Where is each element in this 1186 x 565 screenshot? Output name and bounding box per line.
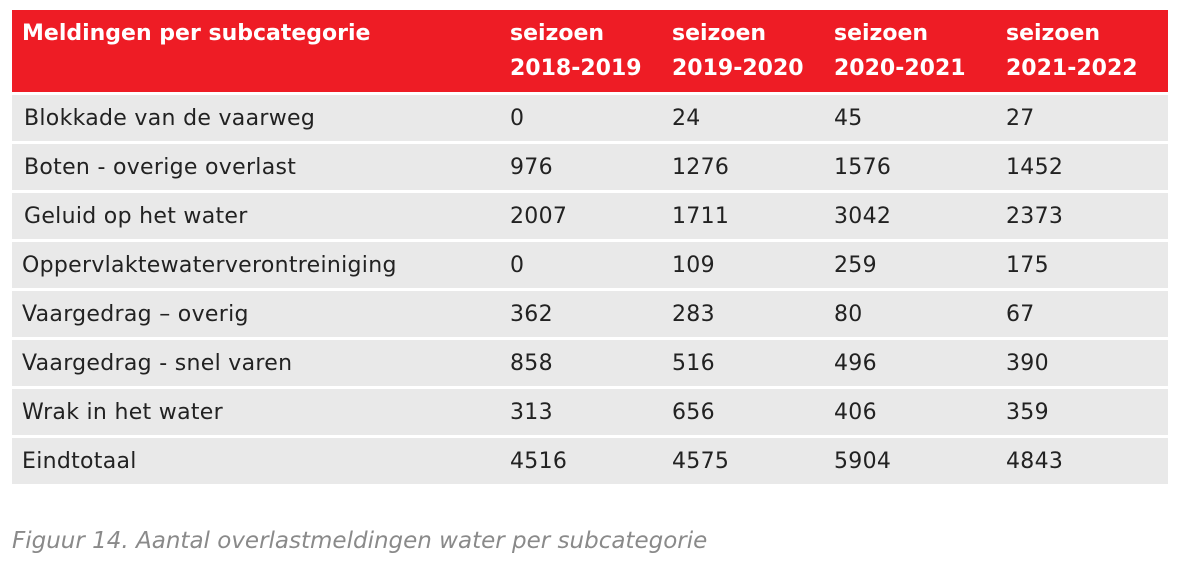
table-row <box>12 143 1168 192</box>
table-row <box>12 339 1168 388</box>
header-season-2-line1: seizoen <box>672 21 767 46</box>
table-row <box>12 94 1168 143</box>
header-season-4 <box>996 10 1168 94</box>
header-season-1 <box>500 10 662 94</box>
row-label: Blokkade van de vaarweg <box>12 94 500 143</box>
header-season-2-line2: 2019-2020 <box>672 56 804 81</box>
table-row <box>12 290 1168 339</box>
row-label: Eindtotaal <box>12 437 500 485</box>
header-season-3-line1: seizoen <box>834 21 929 46</box>
row-value: 516 <box>662 339 824 388</box>
subcategory-table <box>12 10 1168 484</box>
row-value: 4516 <box>500 437 662 485</box>
row-value: 175 <box>996 241 1168 290</box>
table-body <box>12 94 1168 485</box>
row-value: 362 <box>500 290 662 339</box>
row-value: 4575 <box>662 437 824 485</box>
figure-caption: Figuur 14. Aantal overlastmeldingen water per subcategorie <box>12 528 708 554</box>
row-value: 259 <box>824 241 996 290</box>
row-value: 1276 <box>662 143 824 192</box>
table-row <box>12 388 1168 437</box>
row-value: 2007 <box>500 192 662 241</box>
row-value: 24 <box>662 94 824 143</box>
row-value: 283 <box>662 290 824 339</box>
header-category <box>12 10 500 94</box>
row-value: 5904 <box>824 437 996 485</box>
row-value: 0 <box>500 241 662 290</box>
row-value: 406 <box>824 388 996 437</box>
row-value: 109 <box>662 241 824 290</box>
row-value: 45 <box>824 94 996 143</box>
row-value: 80 <box>824 290 996 339</box>
table-header <box>12 10 1168 94</box>
header-season-4-line2: 2021-2022 <box>1006 56 1138 81</box>
header-category-label: Meldingen per subcategorie <box>22 21 371 46</box>
table-row <box>12 241 1168 290</box>
row-label: Wrak in het water <box>12 388 500 437</box>
row-value: 3042 <box>824 192 996 241</box>
table-container <box>12 10 1168 484</box>
row-value: 496 <box>824 339 996 388</box>
table-row <box>12 192 1168 241</box>
row-label: Boten - overige overlast <box>12 143 500 192</box>
row-value: 1452 <box>996 143 1168 192</box>
row-label: Geluid op het water <box>12 192 500 241</box>
row-value: 4843 <box>996 437 1168 485</box>
header-season-1-line2: 2018-2019 <box>510 56 642 81</box>
header-season-2 <box>662 10 824 94</box>
header-season-1-line1: seizoen <box>510 21 605 46</box>
row-label: Oppervlaktewaterverontreiniging <box>12 241 500 290</box>
table-row-total <box>12 437 1168 485</box>
header-season-3 <box>824 10 996 94</box>
header-row <box>12 10 1168 94</box>
row-value: 1576 <box>824 143 996 192</box>
row-label: Vaargedrag - snel varen <box>12 339 500 388</box>
row-value: 390 <box>996 339 1168 388</box>
row-value: 27 <box>996 94 1168 143</box>
header-season-3-line2: 2020-2021 <box>834 56 966 81</box>
row-value: 2373 <box>996 192 1168 241</box>
row-value: 313 <box>500 388 662 437</box>
row-value: 976 <box>500 143 662 192</box>
header-season-4-line1: seizoen <box>1006 21 1101 46</box>
row-value: 359 <box>996 388 1168 437</box>
row-value: 1711 <box>662 192 824 241</box>
row-value: 858 <box>500 339 662 388</box>
row-value: 0 <box>500 94 662 143</box>
row-value: 656 <box>662 388 824 437</box>
row-value: 67 <box>996 290 1168 339</box>
row-label: Vaargedrag – overig <box>12 290 500 339</box>
